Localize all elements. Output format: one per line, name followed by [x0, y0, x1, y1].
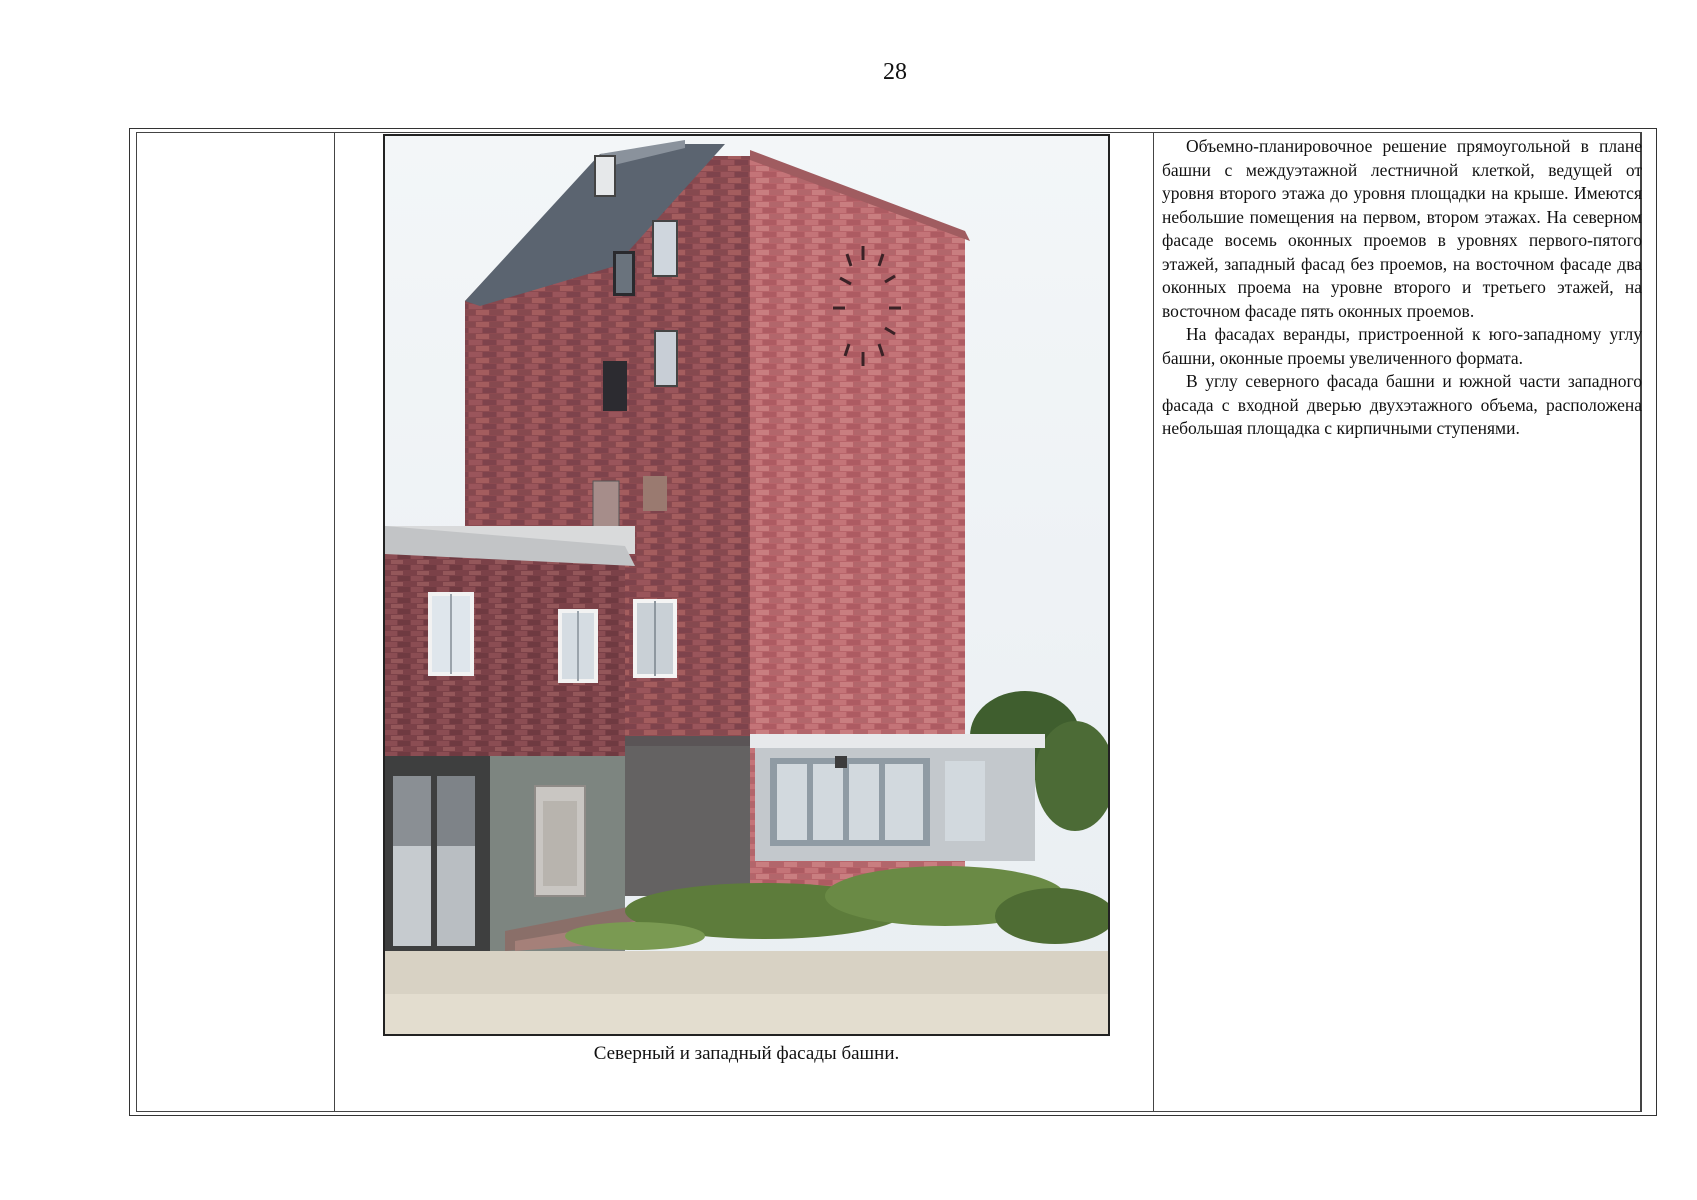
paragraph: В углу северного фасада башни и южной части западного фасада с входной дверью двухэтажного объема, расположена небольшая площадка с кирпичными ступенями. [1162, 371, 1642, 438]
page-number: 28 [883, 59, 907, 85]
table-column-divider [1153, 132, 1154, 1112]
tower-photo [383, 134, 1110, 1036]
paragraph: Объемно-планировочное решение прямоугольной в плане башни с междуэтажной лестничной клеткой, ведущей от уровня второго этажа до уровня площадки на крыше. Имеются небольшие помещения на первом, втором этажах. На северном фасаде восемь оконных проемов в уровнях первого-пятого этажей, западный фасад без проемов, на восточном фасаде два оконных проема на уровне второго и третьего этажей, на восточном фасаде пять оконных проемов. [1162, 136, 1642, 321]
table-column-divider [334, 132, 335, 1112]
photo-caption: Северный и западный фасады башни. [593, 1043, 900, 1064]
paragraph: На фасадах веранды, пристроенной к юго-западному углу башни, оконные проемы увеличенного формата. [1162, 324, 1642, 368]
description-text [1162, 135, 1642, 441]
